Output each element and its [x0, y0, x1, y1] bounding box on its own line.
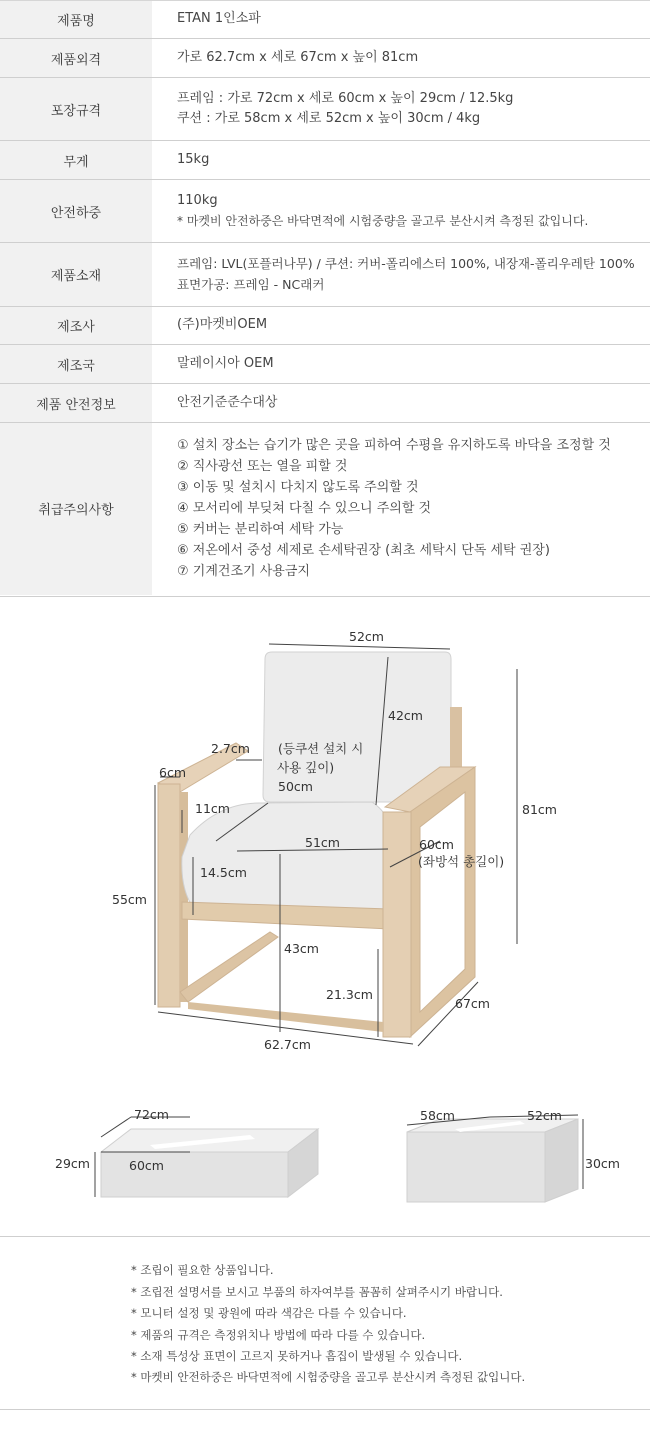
dim-total-depth: 67cm	[455, 996, 490, 1011]
spec-row	[0, 141, 650, 180]
spec-line: 프레임 : 가로 72cm x 세로 60cm x 높이 29cm / 12.5kg	[177, 90, 514, 106]
left-leg-side	[180, 792, 188, 1002]
footer-note: * 조립이 필요한 상품입니다.	[131, 1263, 274, 1277]
spec-value	[152, 307, 650, 345]
spec-label: 제품외격	[0, 39, 152, 78]
spec-label: 포장규격	[0, 78, 152, 141]
caution-item: ⑥ 저온에서 중성 세제로 손세탁권장 (최초 세탁시 단독 세탁 권장)	[177, 543, 550, 559]
spec-row	[0, 423, 650, 595]
dim-frame-box-height: 29cm	[55, 1156, 90, 1171]
spec-row	[0, 345, 650, 384]
footer-notes	[0, 1236, 650, 1410]
frame-box	[95, 1117, 318, 1197]
spec-row	[0, 307, 650, 345]
right-front-leg	[383, 812, 411, 1037]
spec-row	[0, 180, 650, 243]
caution-item: ③ 이동 및 설치시 다치지 않도록 주의할 것	[177, 480, 419, 496]
dim-arm-height: 11cm	[195, 801, 230, 816]
spec-line: 가로 62.7cm x 세로 67cm x 높이 81cm	[177, 49, 419, 65]
caution-item: ④ 모서리에 부딪쳐 다칠 수 있으니 주의할 것	[177, 501, 432, 517]
spec-line: 110kg	[177, 192, 218, 208]
spec-line: 표면가공: 프레임 - NC래커	[177, 276, 325, 292]
spec-line: 안전기준준수대상	[177, 394, 278, 410]
left-front-leg	[158, 784, 180, 1007]
dim-cushion-height: 14.5cm	[200, 865, 247, 880]
spec-value	[152, 141, 650, 180]
footer-note: * 마켓비 안전하중은 바닥면적에 시험중량을 골고루 분산시켜 측정된 값입니다.	[131, 1370, 526, 1384]
dim-base-height: 21.3cm	[326, 987, 373, 1002]
spec-value	[152, 423, 650, 595]
footer-note: * 제품의 규격은 측정위치나 방법에 따라 다를 수 있습니다.	[131, 1328, 426, 1342]
spec-label: 안전하중	[0, 180, 152, 243]
packaging-drawing	[0, 1107, 650, 1227]
spec-label: 취급주의사항	[0, 423, 152, 595]
caution-item: ① 설치 장소는 습기가 많은 곳을 피하여 수평을 유지하도록 바닥을 조정할 것	[177, 438, 611, 454]
spec-row	[0, 1, 650, 39]
dim-depth-note-2: 사용 깊이)	[277, 760, 335, 775]
spec-label: 제품 안전정보	[0, 384, 152, 423]
dim-seat-depth-note: (좌방석 총길이)	[418, 854, 505, 869]
dim-depth-note-1: (등쿠션 설치 시	[278, 741, 364, 756]
spec-label: 제품명	[0, 1, 152, 39]
spec-value	[152, 345, 650, 384]
dim-cushion-box-depth: 52cm	[527, 1108, 562, 1123]
dim-total-height: 81cm	[522, 802, 557, 817]
dim-frame-box-depth: 60cm	[129, 1158, 164, 1173]
dimension-diagram	[0, 596, 650, 1237]
spec-label: 무게	[0, 141, 152, 180]
dim-cushion-box-width: 58cm	[420, 1108, 455, 1123]
spec-label: 제품소재	[0, 243, 152, 307]
spec-table	[0, 0, 650, 595]
dim-cushion-box-height: 30cm	[585, 1156, 620, 1171]
spec-label: 제조사	[0, 307, 152, 345]
footer-note: * 조립전 설명서를 보시고 부품의 하자여부를 꼼꼼히 살펴주시기 바랍니다.	[131, 1285, 503, 1299]
spec-row	[0, 39, 650, 78]
spec-line: 프레임: LVL(포플러나무) / 쿠션: 커버-폴리에스터 100%, 내장재-폴리우레탄 100%	[177, 256, 635, 271]
left-lower-rail	[180, 932, 278, 1002]
dim-leg-width: 6cm	[159, 765, 187, 780]
spec-value	[152, 243, 650, 307]
footer-note: * 모니터 설정 및 광원에 따라 색감은 다를 수 있습니다.	[131, 1306, 407, 1320]
dim-seat-height: 55cm	[112, 892, 147, 907]
spec-row	[0, 78, 650, 141]
cushion-box	[407, 1115, 583, 1202]
dim-seat-width: 52cm	[349, 629, 384, 644]
footer-note: * 소재 특성상 표면이 고르지 못하거나 흠집이 발생될 수 있습니다.	[131, 1349, 463, 1363]
spec-row	[0, 384, 650, 423]
spec-label: 제조국	[0, 345, 152, 384]
dim-back-height: 42cm	[388, 708, 423, 723]
spec-line: 쿠션 : 가로 58cm x 세로 52cm x 높이 30cm / 4kg	[177, 111, 481, 126]
spec-value	[152, 78, 650, 141]
spec-line: 15kg	[177, 151, 210, 167]
spec-line: 말레이시아 OEM	[177, 355, 274, 371]
dim-seat-depth: 60cm	[419, 837, 454, 852]
spec-value	[152, 39, 650, 78]
spec-line: ETAN 1인소파	[177, 11, 261, 27]
caution-item: ② 직사광선 또는 열을 피할 것	[177, 459, 348, 475]
spec-line: (주)마켓비OEM	[177, 317, 268, 333]
dim-armrest-width: 2.7cm	[211, 741, 250, 756]
spec-value	[152, 180, 650, 243]
dim-seat-inner-width: 51cm	[305, 835, 340, 850]
spec-note: * 마켓비 안전하중은 바닥면적에 시험중량을 골고루 분산시켜 측정된 값입니다.	[177, 214, 589, 228]
spec-value	[152, 1, 650, 39]
dim-seat-floor: 43cm	[284, 941, 319, 956]
dim-total-width: 62.7cm	[264, 1037, 311, 1052]
caution-item: ⑤ 커버는 분리하여 세탁 가능	[177, 522, 344, 538]
seat-cushion	[182, 802, 400, 917]
spec-row	[0, 243, 650, 307]
caution-item: ⑦ 기계건조기 사용금지	[177, 564, 310, 580]
dim-frame-box-width: 72cm	[134, 1107, 169, 1122]
spec-value	[152, 384, 650, 423]
dim-depth-value: 50cm	[278, 779, 313, 794]
